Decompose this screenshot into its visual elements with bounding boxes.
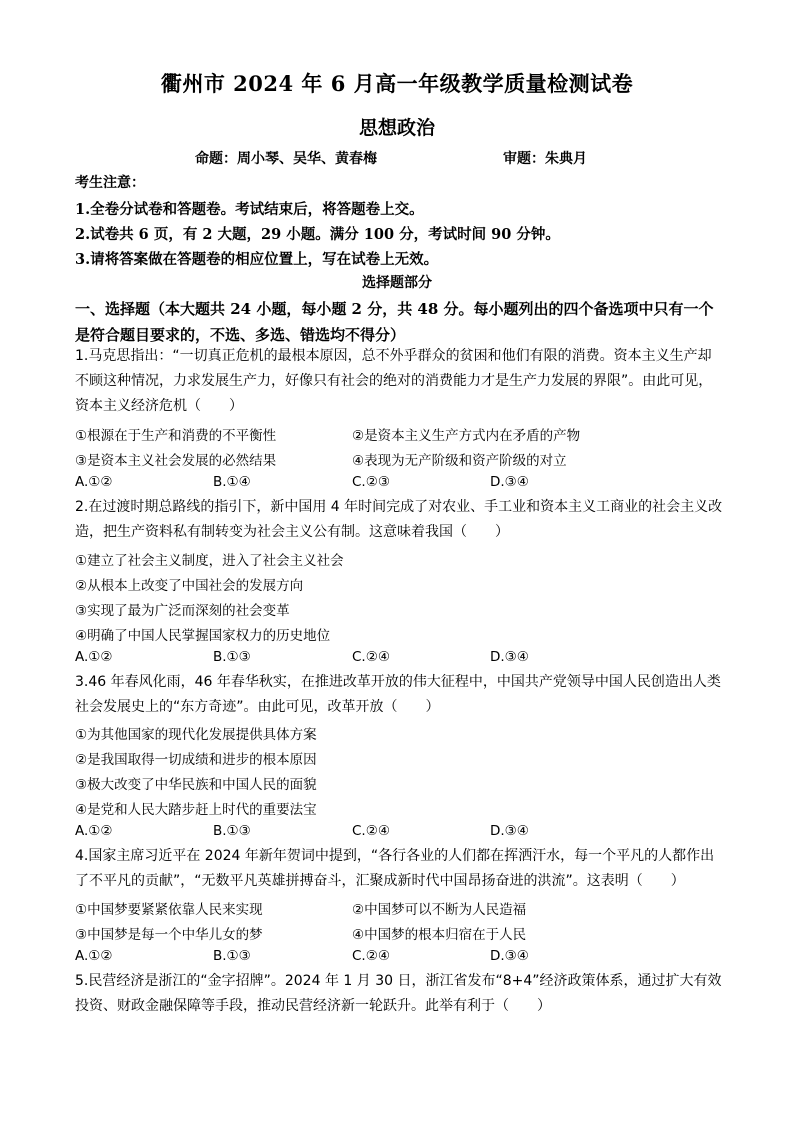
notes-heading: 考生注意： xyxy=(75,175,145,191)
option-b: B.①③ xyxy=(213,823,251,839)
question-stem: 4.国家主席习近平在 2024 年新年贺词中提到，“各行各业的人们都在挥洒汗水，每一个平凡的人都作出了不平凡的贡献”，“无数平凡英雄拼搏奋斗，汇聚成新时代中国昂扬奋进的洪流”。这表明（ ） xyxy=(75,848,715,889)
statement: ②是资本主义生产方式内在矛盾的产物 xyxy=(352,428,581,444)
option-a: A.①② xyxy=(75,823,113,839)
statement: ③中国梦是每一个中华儿女的梦 xyxy=(75,927,263,943)
part-heading: 一、选择题（本大题共 24 小题，每小题 2 分，共 48 分。每小题列出的四个备选项中只有一个是符合题目要求的，不选、多选、错选均不得分） xyxy=(75,300,714,344)
reviewer: 审题：朱典月 xyxy=(503,151,587,167)
note-item: 3.请将答案做在答题卷的相应位置上，写在试卷上无效。 xyxy=(75,251,439,268)
question-stem: 3.46 年春风化雨，46 年春华秋实，在推进改革开放的伟大征程中，中国共产党领导中国人民创造出人类社会发展史上的“东方奇迹”。由此可见，改革开放（ ） xyxy=(75,674,721,715)
statement: ①根源在于生产和消费的不平衡性 xyxy=(75,428,277,444)
exam-title: 衢州市 2024 年 6 月高一年级教学质量检测试卷 xyxy=(160,71,634,96)
subject-title: 思想政治 xyxy=(358,117,435,139)
statement: ②是我国取得一切成绩和进步的根本原因 xyxy=(75,752,317,768)
statement: ④表现为无产阶级和资产阶级的对立 xyxy=(352,453,567,469)
option-c: C.②③ xyxy=(352,474,390,490)
option-c: C.②④ xyxy=(352,649,390,665)
statement: ①建立了社会主义制度，进入了社会主义社会 xyxy=(75,553,344,569)
note-item: 1.全卷分试卷和答题卷。考试结束后，将答题卷上交。 xyxy=(75,201,424,218)
option-a: A.①② xyxy=(75,474,113,490)
statement: ①中国梦要紧紧依靠人民来实现 xyxy=(75,902,263,918)
option-b: B.①③ xyxy=(213,948,251,964)
option-d: D.③④ xyxy=(490,649,529,665)
option-c: C.②④ xyxy=(352,948,390,964)
authors: 命题：周小琴、吴华、黄春梅 xyxy=(195,151,377,167)
statement: ④明确了中国人民掌握国家权力的历史地位 xyxy=(75,628,331,644)
section-heading: 选择题部分 xyxy=(362,275,432,291)
statement: ③是资本主义社会发展的必然结果 xyxy=(75,453,277,469)
question-stem: 5.民营经济是浙江的“金字招牌”。2024 年 1 月 30 日，浙江省发布“8+4”经济政策体系，通过扩大有效投资、财政金融保障等手段，推动民营经济新一轮跃升。此举有利于（ ） xyxy=(75,973,722,1014)
option-d: D.③④ xyxy=(490,823,529,839)
option-a: A.①② xyxy=(75,649,113,665)
question-stem: 2.在过渡时期总路线的指引下，新中国用 4 年时间完成了对农业、手工业和资本主义工商业的社会主义改造，把生产资料私有制转变为社会主义公有制。这意味着我国（ ） xyxy=(75,499,723,540)
statement: ②从根本上改变了中国社会的发展方向 xyxy=(75,578,304,594)
statement: ③极大改变了中华民族和中国人民的面貌 xyxy=(75,777,317,793)
statement: ②中国梦可以不断为人民造福 xyxy=(352,902,527,918)
note-item: 2.试卷共 6 页，有 2 大题，29 小题。满分 100 分，考试时间 90 分钟。 xyxy=(75,226,560,243)
option-d: D.③④ xyxy=(490,948,529,964)
option-c: C.②④ xyxy=(352,823,390,839)
option-d: D.③④ xyxy=(490,474,529,490)
option-b: B.①③ xyxy=(213,649,251,665)
statement: ③实现了最为广泛而深刻的社会变革 xyxy=(75,603,290,619)
option-a: A.①② xyxy=(75,948,113,964)
statement: ④是党和人民大踏步赶上时代的重要法宝 xyxy=(75,802,317,818)
statement: ①为其他国家的现代化发展提供具体方案 xyxy=(75,727,317,743)
statement: ④中国梦的根本归宿在于人民 xyxy=(352,927,527,943)
option-b: B.①④ xyxy=(213,474,251,490)
question-stem: 1.马克思指出：“一切真正危机的最根本原因，总不外乎群众的贫困和他们有限的消费。资本主义生产却不顾这种情况，力求发展生产力，好像只有社会的绝对的消费能力才是生产力发展的界限”。由此可见，资本主义经济危机（ ） xyxy=(75,348,713,414)
